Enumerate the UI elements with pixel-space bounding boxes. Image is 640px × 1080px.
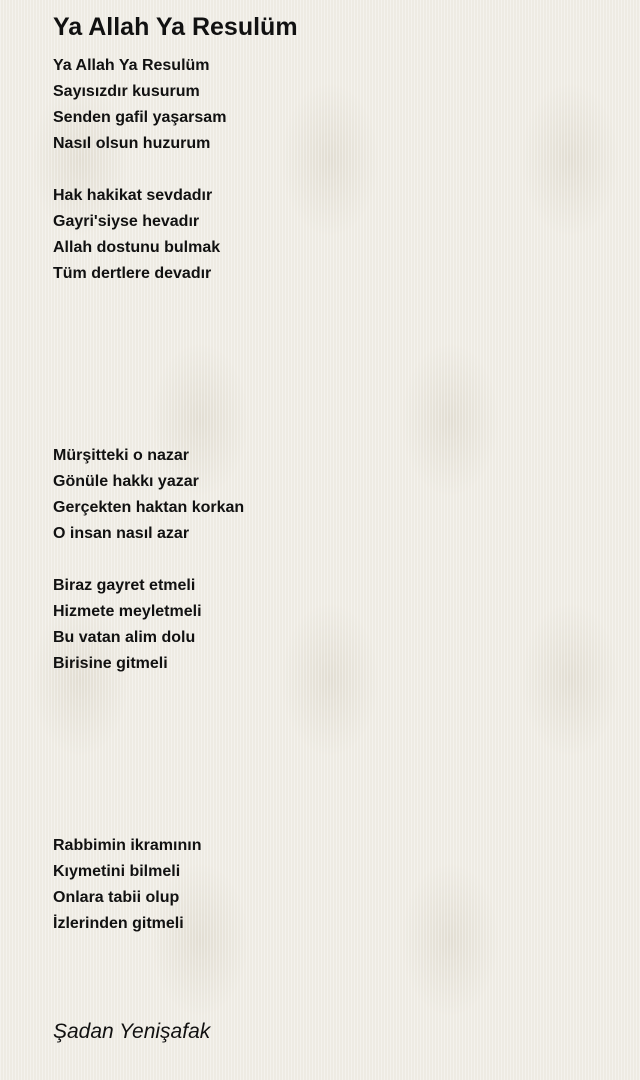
poem-line: Onlara tabii olup [53, 889, 180, 906]
poem-line: Sayısızdır kusurum [53, 83, 200, 100]
poem-line: Nasıl olsun huzurum [53, 135, 211, 152]
stanza-break [53, 677, 613, 703]
poem-line: İzlerinden gitmeli [53, 915, 184, 932]
stanza-break [53, 391, 613, 417]
stanza-break [53, 365, 613, 391]
poem-title: Ya Allah Ya Resulüm [53, 13, 298, 41]
stanza-break [53, 781, 613, 807]
stanza-break [53, 287, 613, 313]
stanza-break [53, 313, 613, 339]
poem-line: Bu vatan alim dolu [53, 629, 196, 646]
poem-line: Rabbimin ikramının [53, 837, 202, 854]
poem-line: Birisine gitmeli [53, 655, 168, 672]
poem-line: Ya Allah Ya Resulüm [53, 57, 210, 74]
stanza-break [53, 729, 613, 755]
stanza-break [53, 807, 613, 833]
stanza-break [53, 339, 613, 365]
poem-body [53, 53, 613, 937]
poem-line: Kıymetini bilmeli [53, 863, 181, 880]
poem-line: Biraz gayret etmeli [53, 577, 196, 594]
poem-line: Gerçekten haktan korkan [53, 499, 245, 516]
stanza-break [53, 417, 613, 443]
poem-line: Gayri'siyse hevadır [53, 213, 200, 230]
poem-line: Tüm dertlere devadır [53, 265, 212, 282]
stanza-break [53, 547, 613, 573]
poem-line: Mürşitteki o nazar [53, 447, 190, 464]
stanza-break [53, 703, 613, 729]
stanza-break [53, 157, 613, 183]
stanza-break [53, 755, 613, 781]
poem-line: Allah dostunu bulmak [53, 239, 221, 256]
poem-author: Şadan Yenişafak [53, 1020, 211, 1043]
poem-line: Hak hakikat sevdadır [53, 187, 213, 204]
poem-line: Senden gafil yaşarsam [53, 109, 227, 126]
poem-line: O insan nasıl azar [53, 525, 190, 542]
poem-line: Gönüle hakkı yazar [53, 473, 199, 490]
poem-line: Hizmete meyletmeli [53, 603, 202, 620]
